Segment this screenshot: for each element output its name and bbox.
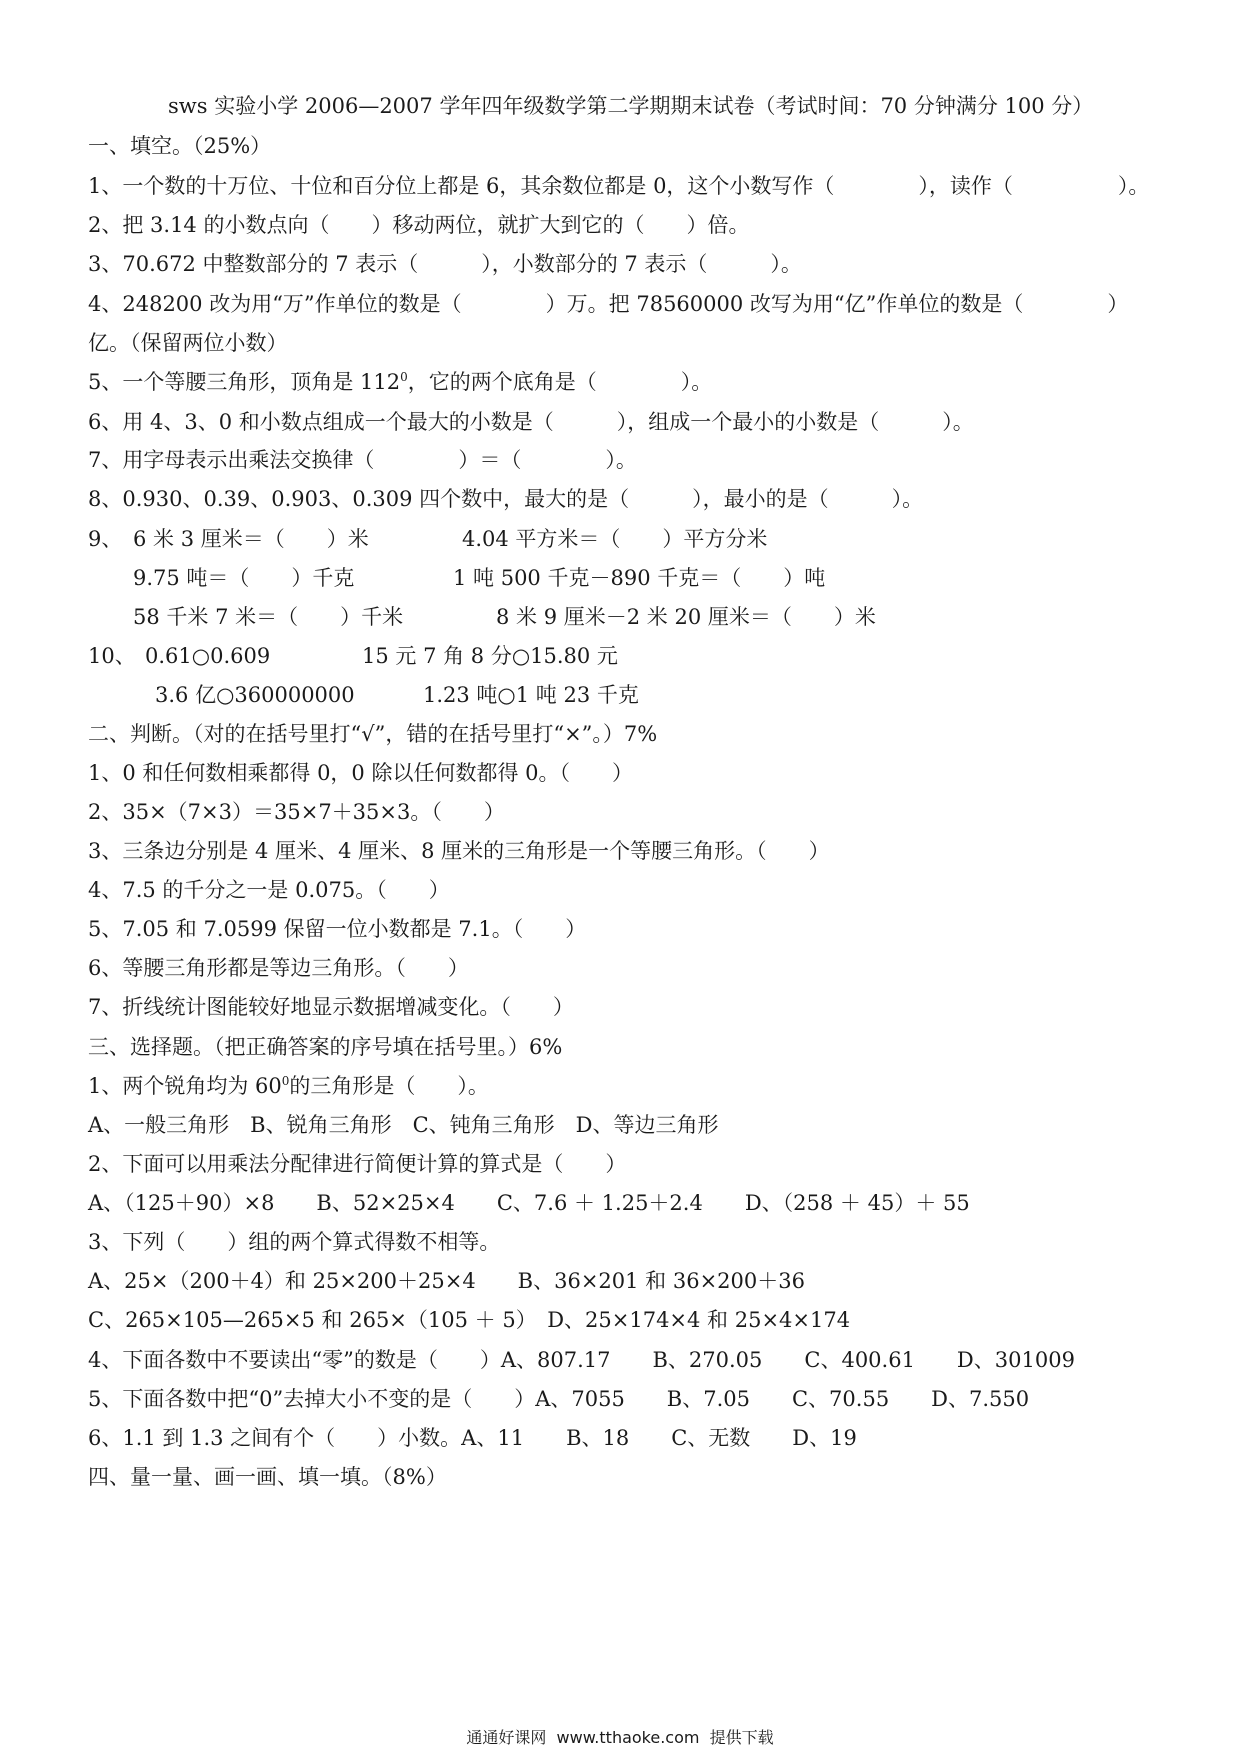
question-2-6: 6、等腰三角形都是等边三角形。（ ） (88, 956, 469, 980)
question-2-5: 5、7.05 和 7.0599 保留一位小数都是 7.1。（ ） (88, 917, 587, 941)
section-1-heading: 一、填空。（25%） (88, 134, 272, 158)
question-1-5 (88, 369, 712, 395)
question-1-2: 2、把 3.14 的小数点向（ ）移动两位，就扩大到它的（ ）倍。 (88, 213, 750, 237)
question-1-7: 7、用字母表示出乘法交换律（ ）＝（ ）。 (88, 448, 637, 472)
question-3-3-options-ab: A、25×（200＋4）和 25×200＋25×4 B、36×201 和 36×200＋36 (88, 1269, 805, 1293)
question-1-10-b: 15 元 7 角 8 分○15.80 元 (362, 644, 618, 668)
question-1-10-c: 3.6 亿○360000000 (155, 683, 355, 707)
question-1-3: 3、70.672 中整数部分的 7 表示（ ），小数部分的 7 表示（ ）。 (88, 252, 802, 276)
degree-mark: 0 (281, 1074, 290, 1088)
question-1-5-text: 5、一个等腰三角形，顶角是 112 (88, 370, 401, 394)
question-3-1-text-end: 的三角形是（ ）。 (289, 1074, 489, 1098)
question-1-4-continued: 亿。（保留两位小数） (88, 331, 288, 355)
question-1-8: 8、0.930、0.39、0.903、0.309 四个数中，最大的是（ ），最小的是（ ）。 (88, 487, 924, 511)
degree-mark: 0 (400, 370, 408, 384)
question-1-9-c: 9.75 吨＝（ ）千克 (133, 566, 355, 590)
section-4-heading: 四、量一量、画一画、填一填。（8%） (88, 1465, 447, 1489)
footer-credit: 通通好课网 www.tthaoke.com 提供下载 (466, 1728, 774, 1747)
question-3-1-text: 1、两个锐角均为 60 (88, 1074, 282, 1098)
question-1-10-number: 10、 (88, 644, 136, 668)
question-1-6: 6、用 4、3、0 和小数点组成一个最大的小数是（ ），组成一个最小的小数是（ ）。 (88, 410, 974, 434)
question-3-1-options: A、一般三角形 B、锐角三角形 C、钝角三角形 D、等边三角形 (88, 1113, 719, 1137)
question-3-3: 3、下列（ ）组的两个算式得数不相等。 (88, 1230, 501, 1254)
question-1-4: 4、248200 改为用“万”作单位的数是（ ）万。把 78560000 改写为用“亿”作单位的数是（ ） (88, 292, 1129, 316)
question-1-9-d: 1 吨 500 千克－890 千克＝（ ）吨 (453, 566, 826, 590)
question-2-4: 4、7.5 的千分之一是 0.075。（ ） (88, 878, 450, 902)
question-3-1 (88, 1073, 489, 1099)
question-1-10-d: 1.23 吨○1 吨 23 千克 (423, 683, 639, 707)
question-1-9-f: 8 米 9 厘米－2 米 20 厘米＝（ ）米 (496, 605, 876, 629)
section-2-heading: 二、判断。（对的在括号里打“√”，错的在括号里打“×”。）7% (88, 722, 658, 746)
question-3-2: 2、下面可以用乘法分配律进行简便计算的算式是（ ） (88, 1152, 627, 1176)
section-3-heading: 三、选择题。（把正确答案的序号填在括号里。）6% (88, 1035, 563, 1059)
question-3-3-options-cd: C、265×105—265×5 和 265×（105 ＋ 5） D、25×174×4 和 25×4×174 (88, 1308, 851, 1332)
question-3-6: 6、1.1 到 1.3 之间有个（ ）小数。A、11 B、18 C、无数 D、19 (88, 1426, 857, 1450)
question-2-3: 3、三条边分别是 4 厘米、4 厘米、8 厘米的三角形是一个等腰三角形。（ ） (88, 839, 830, 863)
question-3-2-options: A、（125＋90）×8 B、52×25×4 C、7.6 ＋ 1.25＋2.4 D、（258 ＋ 45）＋ 55 (88, 1191, 970, 1215)
question-2-2: 2、35×（7×3）＝35×7＋35×3。（ ） (88, 800, 505, 824)
question-1-10-a: 0.61○0.609 (145, 644, 271, 668)
question-3-4: 4、下面各数中不要读出“零”的数是（ ）A、807.17 B、270.05 C、400.61 D、301009 (88, 1348, 1075, 1372)
question-2-7: 7、折线统计图能较好地显示数据增减变化。（ ） (88, 995, 574, 1019)
page-title: sws 实验小学 2006—2007 学年四年级数学第二学期期末试卷（考试时间：70 分钟满分 100 分） (168, 94, 1094, 118)
question-2-1: 1、0 和任何数相乘都得 0，0 除以任何数都得 0。（ ） (88, 761, 634, 785)
question-1-9-b: 4.04 平方米＝（ ）平方分米 (462, 527, 768, 551)
question-1-9-number: 9、 (88, 527, 123, 551)
question-1-9-e: 58 千米 7 米＝（ ）千米 (133, 605, 404, 629)
question-3-5: 5、下面各数中把“0”去掉大小不变的是（ ）A、7055 B、7.05 C、70.55 D、7.550 (88, 1387, 1030, 1411)
question-1-5-text-end: ，它的两个底角是（ ）。 (407, 370, 713, 394)
question-1-1: 1、一个数的十万位、十位和百分位上都是 6，其余数位都是 0，这个小数写作（ ），读作（ ）。 (88, 174, 1150, 198)
question-1-9-a: 6 米 3 厘米＝（ ）米 (133, 527, 369, 551)
